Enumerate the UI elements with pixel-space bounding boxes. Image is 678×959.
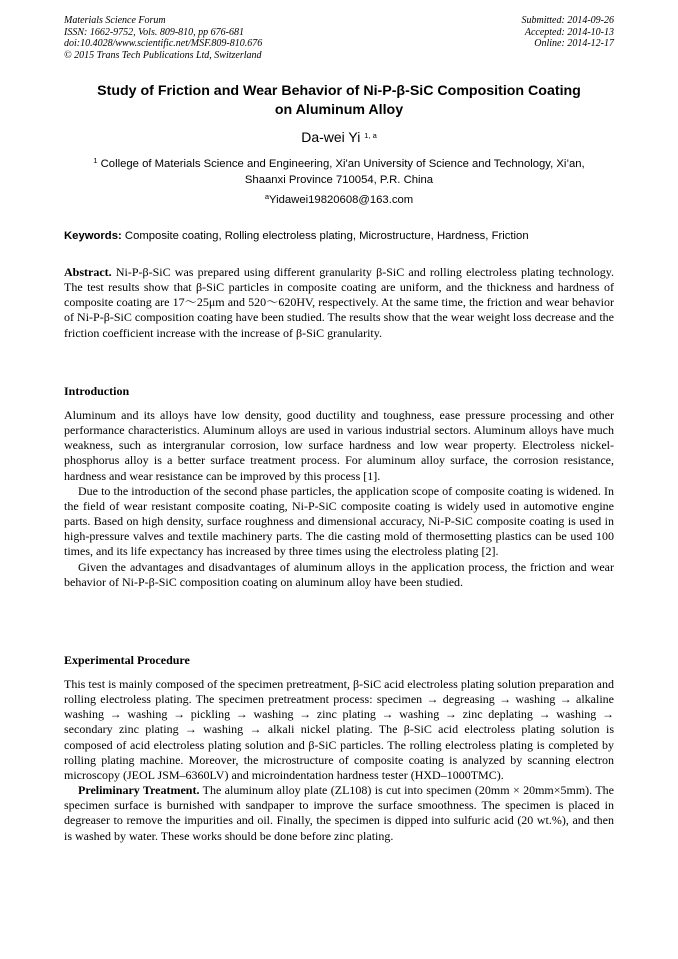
title-line-1: Study of Friction and Wear Behavior of Ni-P-β-SiC Composition Coating — [97, 83, 581, 99]
affiliation-mark: 1 — [93, 156, 98, 165]
abstract — [64, 265, 614, 341]
keywords — [64, 228, 614, 244]
intro-paragraph-3: Given the advantages and disadvantages of aluminum alloys in the application process, the friction and wear behavior of Ni-P-β-SiC composition coating on aluminum alloy have been studied. — [64, 559, 614, 589]
author-affiliation-mark: 1, a — [364, 131, 377, 140]
paper-title — [56, 82, 622, 120]
preliminary-text: The aluminum alloy plate (ZL108) is cut into specimen (20mm × 20mm×5mm). The specimen surface is burnished with sandpaper to improve the surface smoothness. The specimen is placed in degreaser to remove the impurities and oil. Finally, the specimen is dipped into sulfuric acid (20 wt.%), and then is washed by water. These works should be done before zinc plating. — [64, 783, 614, 843]
introduction-heading: Introduction — [64, 384, 130, 398]
experimental-heading: Experimental Procedure — [64, 653, 190, 667]
copyright-line: © 2015 Trans Tech Publications Ltd, Switzerland — [64, 49, 262, 61]
accepted-date: Accepted: 2014-10-13 — [524, 26, 614, 38]
introduction-body — [64, 408, 614, 590]
intro-paragraph-2: Due to the introduction of the second phase particles, the application scope of composite coating is widened. In the field of wear resistant composite coating, Ni-P-SiC composite coating is widely used in automotive engine parts. Based on high density, surface roughness and dimensional accuracy, Ni-P-SiC composite coating is used in high-pressure valves and textile machinery parts. The die casting mold of thermosetting plastics can be used 100 times, and its life expectancy has increased by three times using the electroless plating [2]. — [64, 483, 614, 559]
affiliation — [58, 156, 620, 188]
author-name: Da-wei Yi — [301, 129, 361, 145]
abstract-text: Ni-P-β-SiC was prepared using different granularity β-SiC and rolling electroless plating technology. The test results show that β-SiC particles in composite coating are uniform, and the thickness and hardness of composite coating are 17～25μm and 520～620HV, respectively. At the same time, the friction and wear behavior of Ni-P-β-SiC composition coating have been studied. The results show that the wear weight loss decrease and the friction coefficient increase with the increase of β-SiC granularity. — [64, 265, 614, 340]
email-mark: a — [264, 192, 269, 201]
author — [64, 128, 614, 146]
author-email — [64, 192, 614, 208]
preliminary-paragraph — [64, 783, 614, 844]
keywords-text: Composite coating, Rolling electroless plating, Microstructure, Hardness, Friction — [124, 230, 529, 242]
intro-paragraph-1: Aluminum and its alloys have low density, good ductility and toughness, ease pressure processing and other performance characteristics. Aluminum alloys are used in various industrial sectors. Aluminum alloys have much weakness, such as intergranular corrosion, low surface hardness and low wear property. Electroless nickel-phosphorus alloy is a better surface treatment process. For aluminum alloy surface, the corrosion resistance, hardness and wear resistance can be improved by this process [1]. — [64, 408, 614, 483]
experimental-paragraph-1: This test is mainly composed of the specimen pretreatment, β-SiC acid electroless plating solution preparation and rolling electroless plating. The specimen pretreatment process: specimen → degreasing → washing → alkaline washing → washing → pickling → washing → zinc plating → washing → zinc deplating → washing → secondary zinc plating → washing → alkali nickel plating. The β-SiC acid electroless plating solution is composed of acid electroless plating solution and β-SiC particles. The rolling electroless plating is completed by rolling plating machine. Moreover, the microstructure of composite coating is analyzed by scanning electron microscopy (JEOL JSM–6360LV) and microindentation hardness tester (HXD–1000TMC). — [64, 677, 614, 782]
submitted-date: Submitted: 2014-09-26 — [521, 15, 614, 26]
dates-header — [522, 15, 615, 50]
issn-line: ISSN: 1662-9752, Vols. 809-810, pp 676-681 — [64, 26, 244, 38]
doi-line: doi:10.4028/www.scientific.net/MSF.809-810.676 — [64, 38, 263, 49]
journal-header — [64, 15, 262, 61]
preliminary-label: Preliminary Treatment. — [78, 783, 200, 798]
online-date: Online: 2014-12-17 — [534, 38, 614, 49]
keywords-label: Keywords: — [64, 230, 122, 242]
affiliation-line-2: Shaanxi Province 710054, P.R. China — [244, 174, 434, 186]
journal-name: Materials Science Forum — [64, 15, 166, 26]
title-line-2: on Aluminum Alloy — [274, 102, 404, 118]
abstract-label: Abstract. — [64, 265, 112, 279]
experimental-body — [64, 677, 614, 844]
email-address[interactable]: Yidawei19820608@163.com — [268, 194, 414, 206]
affiliation-line-1: College of Materials Science and Engineering, Xi'an University of Science and Technology, Xi’an, — [100, 158, 585, 170]
